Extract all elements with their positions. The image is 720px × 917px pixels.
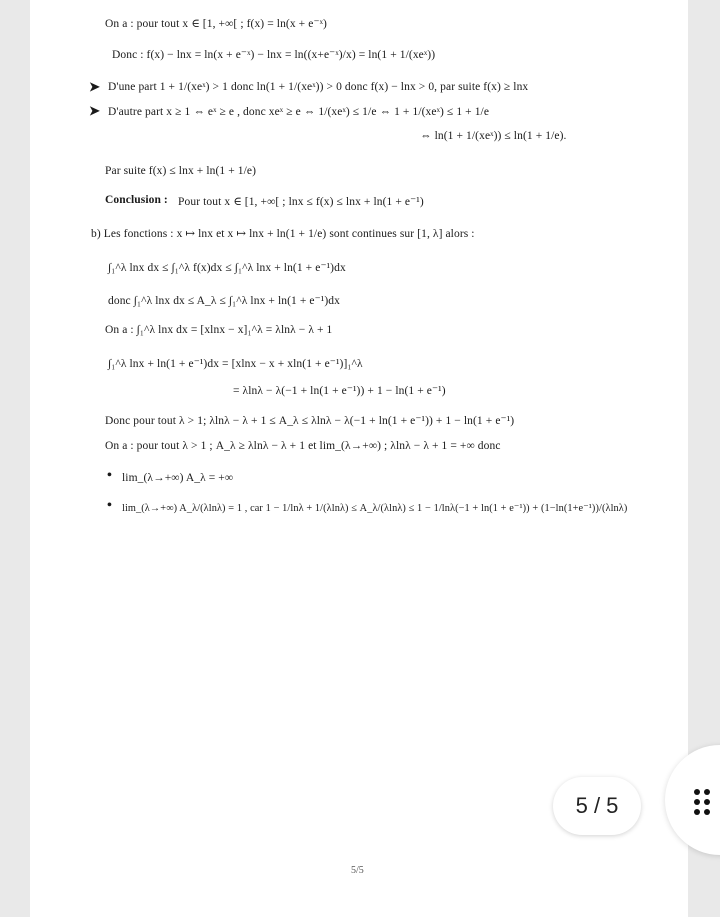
line-part-b: b) Les fonctions : x ↦ lnx et x ↦ lnx + ln(1 + 1/e) sont continues sur [1, λ] alors : xyxy=(91,228,475,240)
line-equiv: ⇔ ln(1 + 1/(xeˣ)) ≤ ln(1 + 1/e). xyxy=(420,130,567,142)
line-on-a-limit: On a : pour tout λ > 1 ; A_λ ≥ λlnλ − λ + 1 et lim_(λ→+∞) ; λlnλ − λ + 1 = +∞ donc xyxy=(105,440,501,452)
bullet-dot-icon: • xyxy=(107,498,112,513)
line-donc-integral: donc ∫₁^λ lnx dx ≤ A_λ ≤ ∫₁^λ lnx + ln(1 + e⁻¹)dx xyxy=(108,295,340,307)
line-integral-ineq: ∫₁^λ lnx dx ≤ ∫₁^λ f(x)dx ≤ ∫₁^λ lnx + ln(1 + e⁻¹)dx xyxy=(108,262,346,274)
line-limit-1: lim_(λ→+∞) A_λ = +∞ xyxy=(122,472,234,484)
conclusion-label: Conclusion : xyxy=(105,194,168,206)
page-indicator: 5 / 5 xyxy=(553,777,641,835)
line-par-suite: Par suite f(x) ≤ lnx + ln(1 + 1/e) xyxy=(105,165,257,177)
more-options-icon[interactable] xyxy=(694,789,714,817)
page-footer-number: 5/5 xyxy=(351,865,364,876)
line-integral-2: ∫₁^λ lnx + ln(1 + e⁻¹)dx = [xlnx − x + xln(1 + e⁻¹)]₁^λ xyxy=(108,358,363,370)
line-integral-result: = λlnλ − λ(−1 + ln(1 + e⁻¹)) + 1 − ln(1 + e⁻¹) xyxy=(233,385,446,397)
arrow-bullet-icon: ➤ xyxy=(89,103,100,118)
line-donc: Donc : f(x) − lnx = ln(x + e⁻ˣ) − lnx = ln((x+e⁻ˣ)/x) = ln(1 + 1/(xeˣ)) xyxy=(112,49,436,61)
line-on-a-integral: On a : ∫₁^λ lnx dx = [xlnx − x]₁^λ = λlnλ − λ + 1 xyxy=(105,324,333,336)
line-limit-2: lim_(λ→+∞) A_λ/(λlnλ) = 1 , car 1 − 1/lnλ + 1/(λlnλ) ≤ A_λ/(λlnλ) ≤ 1 − 1/lnλ(−1 + ln(1 + e⁻¹)) + (1−ln(1+e⁻¹))/(λlnλ) xyxy=(122,503,628,514)
arrow-bullet-icon: ➤ xyxy=(89,79,100,94)
conclusion-text: Pour tout x ∈ [1, +∞[ ; lnx ≤ f(x) ≤ lnx + ln(1 + e⁻¹) xyxy=(178,196,424,208)
line-donc-pour-tout: Donc pour tout λ > 1; λlnλ − λ + 1 ≤ A_λ ≤ λlnλ − λ(−1 + ln(1 + e⁻¹)) + 1 − ln(1 + e⁻¹) xyxy=(105,415,515,427)
line-une-part: D'une part 1 + 1/(xeˣ) > 1 donc ln(1 + 1/(xeˣ)) > 0 donc f(x) − lnx > 0, par suite f(x) ≥ lnx xyxy=(108,81,529,93)
line-autre-part: D'autre part x ≥ 1 ⇔ eˣ ≥ e , donc xeˣ ≥ e ⇔ 1/(xeˣ) ≤ 1/e ⇔ 1 + 1/(xeˣ) ≤ 1 + 1/e xyxy=(108,106,490,118)
bullet-dot-icon: • xyxy=(107,468,112,483)
line-def: On a : pour tout x ∈ [1, +∞[ ; f(x) = ln(x + e⁻ˣ) xyxy=(105,18,327,30)
